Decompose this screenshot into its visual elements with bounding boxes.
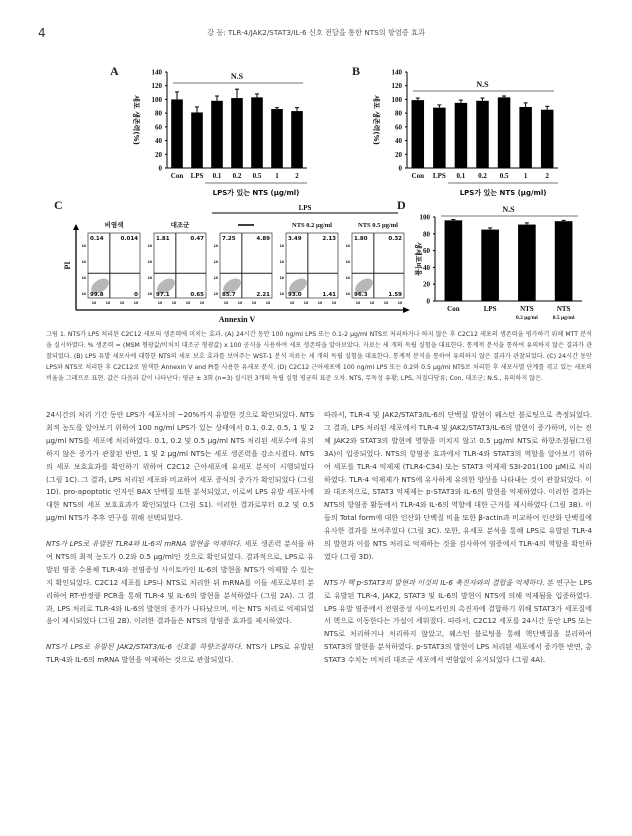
y-tick-label: 80: [155, 109, 162, 118]
y-tick-label: 140: [151, 68, 162, 77]
paragraph-text: 본 연구는 LPS로 유발된 TLR-4, JAK2, STAT3 및 IL-6의 발현이 NTS에 의해 억제됨을 입증하였다. LPS 유발 염증에서 전염증성 사이토카인의 촉진자에 결합하기 위해 STAT3가 세포질에서 핵으로 이동한다는 가설이 세워졌다. 따라서, C2C12 세포를 24시간 동안 LPS 또는 NTS로 처리하거나 처리하지 않았고, 웨스턴 블로팅을 통해 핵단백질을 분리하여 STAT3의 발현을 분석하였다. p-STAT3의 발현이 LPS 처리된 세포에서 증가한 반면, 총 STAT3 수치는 비처리 대조군 세포에서 변함없이 유지되었다 (그림 4A).: [324, 577, 592, 665]
figure-caption: 그림 1. NTS가 LPS 처리된 C2C12 세포의 생존력에 미치는 효과. (A) 24시간 동안 100 ng/ml LPS 또는 0.1-2 μg/ml NTS로 처리하거나 하지 않은 후 C2C12 세포의 생존력을 평가하기 위해 MTT 분석을 실시하였다. % 생존력 = (MSM 형광값/비처치 대조군 형광값) x 100 공식을 사용하여 세포 생존력을 알아보았다. 자료는 세 개의 독립 실험을 대표한다. 통계적 분석을 통하여 유의하지 않은 결과가 관찰되었다. (B) LPS 유발 세포사에 대항한 NTS의 세포 보호 효과를 보여주는 WST-1 분석 자료는 세 개의 독립 실험을 대표한다. 통계적 분석을 통하여 유의하지 않은 결과가 관찰되었다. (C) 24시간 동안 LPS와 NTS로 처리한 후 C2C12로 염색한 Annexin V and PI를 사용한 유세포 분석. (D) C2C12 근아세포에 100 ng/ml LPS 또는 0.2와 0.5 μg/ml NTS로 처리한 후 세포사멸 단계를 겪고 있는 세포의 비율을 그래프로 표현. 값은 다음과 같이 나타난다: 평균 ± 3회 (n=3) 실시된 3개의 독립 실험 평균의 표준 오차. NTS, 무독성 유황; LPS, 지질다당류; Con, 대조군; N.S., 유의하지 않은.: [46, 331, 592, 382]
quadrant-ul: 1.81: [156, 236, 170, 242]
paragraph-text: NTS가 LPS로 유발된 TLR-4와 IL-6의 mRNA 발현을 억제하는 것으로 관찰되었다.: [46, 642, 314, 665]
y-tick-label: 10: [147, 276, 152, 280]
y-tick-label: 10: [147, 292, 152, 296]
x-tick-label: 10: [171, 301, 177, 305]
quadrant-ul: 1.80: [354, 236, 368, 242]
lps-group-label: LPS: [298, 204, 312, 212]
quadrant-lr: 1.59: [388, 292, 402, 298]
bar: [519, 107, 532, 168]
y-axis-label: PI: [63, 261, 72, 270]
y-tick-label: 120: [391, 82, 402, 91]
panel-label-a: A: [110, 64, 119, 78]
bar: [455, 103, 468, 168]
bar: [481, 230, 499, 301]
y-tick-label: 60: [395, 123, 402, 132]
bar: [231, 98, 243, 168]
y-tick-label: 10: [213, 260, 218, 264]
chart-b: [350, 66, 560, 198]
x-axis-label: Annexin V: [218, 315, 256, 324]
y-tick-label: 10: [81, 292, 86, 296]
x-tick-label: 1: [275, 172, 279, 180]
x-tick-label: NTS: [520, 305, 534, 313]
running-title: 강 등: TLR-4/JAK2/STAT3/IL-6 신호 전달을 통한 NTS의 항염증 효과: [207, 28, 425, 37]
x-tick-label: 10: [355, 301, 361, 305]
chart-a: [110, 66, 320, 198]
bar: [271, 109, 283, 168]
bar: [291, 111, 303, 168]
y-tick-label: 40: [423, 263, 430, 272]
x-tick-label: LPS: [483, 305, 497, 313]
quadrant-lr: 1.41: [322, 292, 336, 298]
x-tick-label: 10: [237, 301, 243, 305]
x-tick-label: 10: [157, 301, 163, 305]
y-tick-label: 0: [426, 297, 430, 306]
quadrant-ur: 2.13: [322, 236, 336, 242]
bar: [191, 112, 203, 168]
quadrant-ur: 0.47: [190, 236, 204, 242]
chart-c-flow-cytometry: [60, 204, 403, 324]
quadrant-ul: 7.25: [222, 236, 236, 242]
x-tick-label: 10: [397, 301, 403, 305]
y-tick-label: 10: [147, 244, 152, 248]
x-tick-label: 0.5: [499, 172, 509, 180]
x-tick-label: Con: [170, 172, 184, 180]
paragraph: [324, 409, 592, 564]
quadrant-lr: 0: [134, 292, 138, 298]
x-tick-label: 0.2 μg/ml: [515, 315, 538, 321]
x-tick-label: 10: [251, 301, 257, 305]
quadrant-lr: 2.21: [256, 292, 270, 298]
x-tick-label: 10: [303, 301, 309, 305]
quadrant-ll: 96.3: [354, 292, 368, 298]
quadrant-ur: 0.014: [120, 236, 138, 242]
y-tick-label: 10: [345, 276, 350, 280]
paragraph: [324, 577, 592, 667]
ns-label: N.S: [502, 205, 515, 214]
x-tick-label: 10: [91, 301, 97, 305]
paragraph: [46, 538, 314, 628]
paragraph-text: 세포 생존력 분석을 하여 NTS의 최적 농도가 0.2와 0.5 μg/ml인 것으로 확인되었다. 결과적으로, LPS로 유발된 염증 수용체 TLR-4와 전염증성 사이토카인 IL-6의 발현을 NTS가 억제할 수 있는지 확인되었다. C2C12 세포를 LPS나 NTS로 처리한 뒤 mRNA를 이들 세포로부터 분리하여 RT-반정량 PCR을 통해 TLR-4 및 IL-6의 발현을 분석하였다 (그림 2A). 그 결과, LPS 처리로 TLR-4와 IL-6의 발현의 증가가 나타났으며, 이는 NTS 처리로 억제되었음이 제시되었다 (그림 2B). 이러한 결과들은 NTS의 항염증 효과를 제시하였다.: [46, 539, 314, 626]
bar: [518, 225, 536, 301]
x-tick-label: 0.2: [478, 172, 487, 180]
bar: [555, 221, 573, 301]
x-tick-label: 1: [523, 172, 528, 180]
y-tick-label: 40: [155, 137, 162, 146]
quadrant-lr: 0.65: [190, 292, 204, 298]
y-tick-label: 60: [423, 247, 430, 256]
bar: [498, 97, 511, 168]
y-tick-label: 10: [213, 292, 218, 296]
x-tick-label: 0.1: [212, 172, 222, 180]
panel-label-d: D: [397, 198, 406, 212]
ns-label: N.S: [476, 80, 489, 89]
x-tick-label: 10: [331, 301, 337, 305]
bar: [476, 101, 489, 168]
y-tick-label: 20: [423, 280, 430, 289]
x-tick-label: 10: [223, 301, 229, 305]
ns-label: N.S: [230, 72, 244, 81]
y-tick-label: 10: [81, 276, 86, 280]
x-tick-label: LPS: [190, 172, 204, 180]
quadrant-ur: 0.32: [388, 236, 402, 242]
y-tick-label: 10: [213, 276, 218, 280]
y-axis-label: 세포 생존력(%): [372, 95, 380, 145]
bar: [251, 97, 263, 168]
x-tick-label: 10: [289, 301, 295, 305]
bar: [445, 220, 463, 301]
plot-title: NTS 0.2 μg/ml: [292, 222, 332, 229]
plot-title: NTS 0.5 μg/ml: [358, 222, 398, 229]
y-tick-label: 100: [151, 95, 162, 104]
arrow-head-up: [73, 224, 79, 230]
y-tick-label: 10: [279, 260, 284, 264]
y-tick-label: 140: [391, 68, 402, 77]
y-tick-label: 100: [419, 213, 430, 222]
y-tick-label: 10: [345, 292, 350, 296]
y-tick-label: 20: [395, 150, 402, 159]
chart-d: [398, 205, 588, 321]
y-axis-label: 세포 생존력(%): [132, 95, 140, 145]
y-tick-label: 10: [81, 244, 86, 248]
x-tick-label: 10: [119, 301, 125, 305]
x-tick-label: 10: [133, 301, 139, 305]
body-column-right: [324, 409, 592, 680]
y-tick-label: 80: [395, 109, 402, 118]
x-tick-label: 10: [185, 301, 191, 305]
section-heading: NTS가 핵 p-STAT3의 발현과 이것의 IL-6 촉진자와의 결합을 억제하다.: [324, 577, 545, 587]
x-tick-label: 10: [105, 301, 111, 305]
quadrant-ur: 4.89: [256, 236, 270, 242]
panel-label-b: B: [352, 64, 361, 78]
x-tick-label: 10: [383, 301, 389, 305]
y-tick-label: 10: [345, 260, 350, 264]
x-tick-label: 2: [545, 172, 549, 180]
y-tick-label: 100: [391, 95, 402, 104]
quadrant-ll: 85.7: [222, 292, 236, 298]
bar: [433, 108, 446, 168]
y-tick-label: 10: [279, 244, 284, 248]
bar: [541, 110, 554, 168]
y-tick-label: 10: [279, 292, 284, 296]
x-tick-label: 2: [295, 172, 299, 180]
plot-title: 대조군: [170, 221, 190, 229]
x-tick-label: 0.5 μg/ml: [552, 315, 575, 321]
paragraph: [46, 409, 314, 525]
y-tick-label: 0: [398, 164, 402, 173]
x-tick-label: Con: [447, 305, 460, 313]
y-tick-label: 20: [155, 150, 162, 159]
x-tick-label: 0.5: [252, 172, 262, 180]
x-tick-label: NTS: [556, 305, 571, 313]
x-tick-label: 10: [317, 301, 323, 305]
y-tick-label: 0: [158, 164, 162, 173]
x-axis-label: LPS가 있는 NTS (μg/ml): [212, 189, 300, 197]
y-tick-label: 10: [213, 244, 218, 248]
section-heading: NTS가 LPS로 유발된 JAK2/STAT3/IL-6 신호를 하향조절하다.: [46, 642, 243, 652]
y-tick-label: 80: [423, 230, 430, 239]
quadrant-ll: 99.8: [90, 292, 104, 298]
x-tick-label: Con: [411, 172, 425, 180]
x-tick-label: 0.1: [456, 172, 466, 180]
paragraph-text: 따라서, TLR-4 및 JAK2/STAT3/IL-6의 단백질 발현이 웨스턴 블로팅으로 측정되었다. 그 결과, LPS 처리된 세포에서 TLR-4 및 JAK2/STAT3/IL-6의 발현이 증가하며, 이는 전체 JAK2와 STAT3의 발현에 영향을 미치지 않고 0.5 μg/ml NTS로 하향조절됨(그림 3A)이 입증되었다. NTS의 항염증 효과에서 TLR-4와 STAT3의 역할을 알아보기 위하여 세포를 TLR-4 억제제 (TLR4-C34) 또는 STAT3 억제제 S3I-201(100 μM)로 처리하였다. TLR-4 억제제가 NTS에 유사하게 유의한 양상을 나타내는 것이 관찰되었다. 이와 대조적으로, STAT3 억제제는 p-STAT3와 IL-6의 발현을 억제하였다. 이러한 결과는 NTS의 항염증 활동에서 TLR-4와 IL-6의 역할에 대한 근거를 제시하였다 (그림 3B). 이들의 Total form에 대한 인산화 단백질 비율 또한 β-actin과 비교하여 인산화 단백질에 유사한 결과를 보여주었다 (그림 3C). 또한, 유세포 분석을 통해 LPS로 유발된 TLR-4의 발현과 이를 NTS 처리로 억제하는 것을 검사하여 염증에서 TLR-4의 역할을 확인하였다 (그림 3D).: [324, 410, 592, 561]
x-tick-label: LPS: [432, 172, 446, 180]
x-tick-label: 0.2: [232, 172, 242, 180]
x-tick-label: 10: [265, 301, 271, 305]
y-tick-label: 60: [155, 123, 162, 132]
x-axis-label: LPS가 있는 NTS (μg/ml): [459, 189, 547, 197]
y-tick-label: 10: [81, 260, 86, 264]
paragraph-text: 24시간의 처리 기간 동안 LPS가 세포사의 ~20%까지 유발한 것으로 확인되었다. NTS 최적 농도를 알아보기 위하여 100 ng/ml LPS가 있는 상태에서 0.1, 0.2, 0.5, 1 및 2 μg/ml NTS를 세포에 처리하였다. 0.1, 0.2 및 0.5 μg/ml NTS 처리된 세포수에 유의하지 않은 증가가 관찰된 반면, 1 및 2 μg/ml NTS는 세포 생존력을 감소시켰다. NTS의 세포 보호효과를 확인하기 위하여 C2C12 근아세포에 유세포 분석이 시행되었다 (그림 1C). 그 결과, LPS 처리된 세포와 비교하여 세포 증식의 증가가 확인되었다 (그림 1D). pro-apoptotic 인자인 BAX 단백질 또한 분석되었고, 이로써 LPS 유발 세포사에 대한 NTS의 세포 보호효과가 확인되었다 (그림 S1). 이러한 결과로부터 0.2 및 0.5 μg/ml NTS가 추후 연구를 위해 선택되었다.: [46, 410, 314, 523]
y-tick-label: 40: [395, 137, 402, 146]
x-tick-label: 10: [369, 301, 375, 305]
y-tick-label: 10: [279, 276, 284, 280]
bar: [412, 100, 425, 168]
section-heading: NTS가 LPS로 유발된 TLR4와 IL-6의 mRNA 발현을 억제하다.: [46, 539, 242, 549]
bar: [211, 101, 223, 168]
quadrant-ll: 97.1: [156, 292, 170, 298]
y-tick-label: 10: [147, 260, 152, 264]
panel-label-c: C: [54, 198, 63, 212]
paragraph: [46, 641, 314, 667]
y-axis-label: 생세포비율: [414, 242, 422, 276]
quadrant-ul: 3.49: [288, 236, 302, 242]
quadrant-ul: 0.14: [90, 236, 104, 242]
page-number: 4: [38, 26, 46, 40]
plot-title: 비염색: [104, 221, 124, 229]
y-tick-label: 120: [151, 82, 162, 91]
quadrant-ll: 93.0: [288, 292, 302, 298]
body-column-left: [46, 409, 314, 680]
x-tick-label: 10: [199, 301, 205, 305]
bar: [171, 99, 183, 168]
y-tick-label: 10: [345, 244, 350, 248]
